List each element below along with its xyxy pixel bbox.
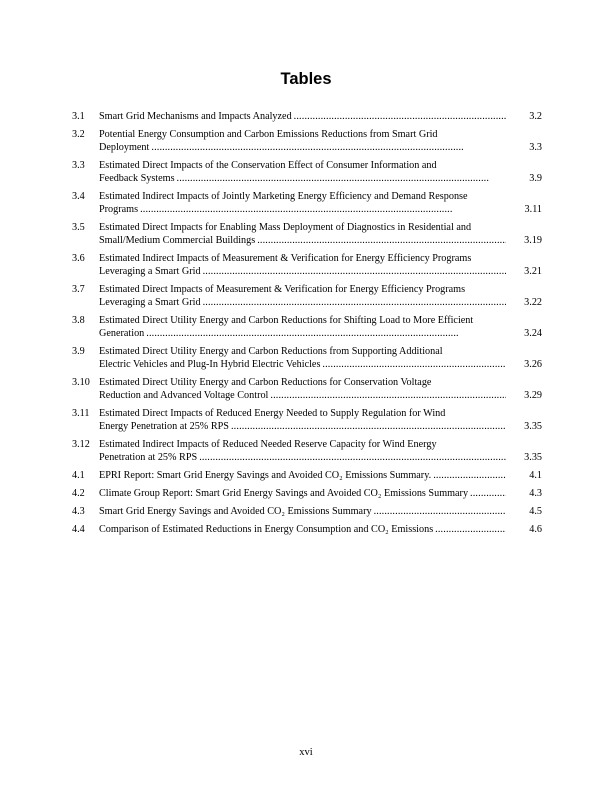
- table-entry-title-line: Small/Medium Commercial Buildings: [99, 235, 256, 246]
- table-entry-page[interactable]: 3.11: [524, 204, 542, 215]
- table-entry-page[interactable]: 3.29: [524, 390, 542, 401]
- table-entry-page[interactable]: 4.1: [529, 470, 542, 481]
- dot-leader: [177, 172, 506, 185]
- table-entry[interactable]: [72, 438, 542, 464]
- table-entry-title-line: Energy Penetration at 25% RPS: [99, 421, 229, 432]
- table-entry[interactable]: [72, 221, 542, 247]
- table-entry-title: [99, 283, 542, 309]
- table-entry-number: 3.10: [72, 377, 90, 388]
- table-entry-page[interactable]: 3.19: [524, 235, 542, 246]
- table-entry[interactable]: [72, 505, 542, 518]
- table-entry[interactable]: [72, 345, 542, 371]
- table-entry-title-line: Potential Energy Consumption and Carbon Emissions Reductions from Smart Grid: [99, 129, 438, 140]
- page-number: xvi: [299, 747, 313, 758]
- table-entry[interactable]: [72, 283, 542, 309]
- table-entry-number: 4.3: [72, 506, 85, 517]
- table-entry-page[interactable]: 3.35: [524, 421, 542, 432]
- table-entry-title: [99, 407, 542, 433]
- dot-leader: [231, 420, 506, 433]
- table-entry[interactable]: [72, 128, 542, 154]
- dot-leader: [203, 265, 506, 278]
- table-entry[interactable]: [72, 159, 542, 185]
- table-entry-title-line: Penetration at 25% RPS: [99, 452, 198, 463]
- dot-leader: [435, 523, 506, 536]
- table-entry-number: 3.1: [72, 111, 85, 122]
- table-entry[interactable]: [72, 314, 542, 340]
- table-entry-title-line: Estimated Direct Utility Energy and Carbon Reductions for Conservation Voltage: [99, 377, 432, 388]
- table-entry-title: [99, 345, 542, 371]
- table-entry-title-line: Leveraging a Smart Grid: [99, 266, 201, 277]
- table-entry-title-line: EPRI Report: Smart Grid Energy Savings and Avoided CO₂ Emissions Summary.: [99, 470, 432, 481]
- table-entry-number: 3.7: [72, 284, 85, 295]
- table-entry[interactable]: [72, 469, 542, 482]
- table-entry-title: [99, 523, 542, 536]
- table-entry[interactable]: [72, 407, 542, 433]
- table-entry-title-line: Estimated Direct Impacts of Reduced Energy Needed to Supply Regulation for Wind: [99, 408, 446, 419]
- table-entry-page[interactable]: 3.21: [524, 266, 542, 277]
- table-entry-title-line: Climate Group Report: Smart Grid Energy Savings and Avoided CO₂ Emissions Summary: [99, 488, 469, 499]
- table-entry-page[interactable]: 3.24: [524, 328, 542, 339]
- table-entry[interactable]: [72, 190, 542, 216]
- table-entry-page[interactable]: 4.5: [529, 506, 542, 517]
- dot-leader: [322, 358, 506, 371]
- table-entry-title-line: Generation: [99, 328, 145, 339]
- dot-leader: [470, 487, 506, 500]
- table-entry[interactable]: [72, 252, 542, 278]
- table-entry-title-line: Estimated Direct Impacts of Measurement & Verification for Energy Efficiency Programs: [99, 284, 466, 295]
- table-entry-page[interactable]: 3.35: [524, 452, 542, 463]
- table-entry[interactable]: [72, 523, 542, 536]
- table-entry-title: [99, 128, 542, 154]
- table-list: [72, 110, 542, 541]
- page-title: Tables: [280, 70, 332, 88]
- table-entry-page[interactable]: 4.6: [529, 524, 542, 535]
- table-entry-number: 3.3: [72, 160, 85, 171]
- table-entry-number: 3.5: [72, 222, 85, 233]
- table-entry-number: 4.1: [72, 470, 85, 481]
- table-entry-number: 4.2: [72, 488, 85, 499]
- table-entry-title: [99, 221, 542, 247]
- table-entry-title-line: Programs: [99, 204, 139, 215]
- table-entry-title-line: Feedback Systems: [99, 173, 175, 184]
- table-entry-title: [99, 110, 542, 123]
- dot-leader: [140, 203, 506, 216]
- table-entry-number: 3.4: [72, 191, 85, 202]
- table-entry-title: [99, 505, 542, 518]
- table-entry-title-line: Reduction and Advanced Voltage Control: [99, 390, 269, 401]
- table-entry-title-line: Deployment: [99, 142, 150, 153]
- dot-leader: [294, 110, 506, 123]
- table-entry-number: 3.6: [72, 253, 85, 264]
- table-entry-title-line: Estimated Direct Impacts of the Conservation Effect of Consumer Information and: [99, 160, 437, 171]
- table-entry-page[interactable]: 3.26: [524, 359, 542, 370]
- table-entry[interactable]: [72, 110, 542, 123]
- table-entry-title-line: Smart Grid Mechanisms and Impacts Analyzed: [99, 111, 292, 122]
- table-entry-page[interactable]: 3.2: [529, 111, 542, 122]
- table-entry-number: 3.11: [72, 408, 90, 419]
- table-entry-page[interactable]: 3.9: [529, 173, 542, 184]
- table-entry[interactable]: [72, 376, 542, 402]
- dot-leader: [433, 469, 506, 482]
- dot-leader: [146, 327, 506, 340]
- table-entry-title-line: Estimated Indirect Impacts of Measurement & Verification for Energy Efficiency Programs: [99, 253, 472, 264]
- table-entry-title-line: Comparison of Estimated Reductions in Energy Consumption and CO₂ Emissions: [99, 524, 434, 535]
- table-entry-title: [99, 376, 542, 402]
- table-entry-title-line: Estimated Direct Impacts for Enabling Mass Deployment of Diagnostics in Residential and: [99, 222, 472, 233]
- table-entry-page[interactable]: 3.3: [529, 142, 542, 153]
- table-entry-number: 3.2: [72, 129, 85, 140]
- table-entry-title-line: Leveraging a Smart Grid: [99, 297, 201, 308]
- dot-leader: [203, 296, 506, 309]
- table-entry-title: [99, 252, 542, 278]
- table-entry-title: [99, 159, 542, 185]
- table-entry-title-line: Electric Vehicles and Plug-In Hybrid Electric Vehicles: [99, 359, 321, 370]
- table-entry-number: 3.12: [72, 439, 90, 450]
- dot-leader: [257, 234, 506, 247]
- table-entry-title-line: Estimated Direct Utility Energy and Carbon Reductions from Supporting Additional: [99, 346, 443, 357]
- table-entry-page[interactable]: 4.3: [529, 488, 542, 499]
- table-entry-number: 3.8: [72, 315, 85, 326]
- dot-leader: [151, 141, 506, 154]
- table-entry-title-line: Estimated Indirect Impacts of Reduced Needed Reserve Capacity for Wind Energy: [99, 439, 437, 450]
- dot-leader: [199, 451, 506, 464]
- table-entry[interactable]: [72, 487, 542, 500]
- table-entry-title: [99, 314, 542, 340]
- table-entry-title: [99, 438, 542, 464]
- table-entry-title: [99, 469, 542, 482]
- table-entry-page[interactable]: 3.22: [524, 297, 542, 308]
- dot-leader: [374, 505, 506, 518]
- dot-leader: [270, 389, 506, 402]
- table-entry-number: 3.9: [72, 346, 85, 357]
- table-entry-title-line: Estimated Direct Utility Energy and Carbon Reductions for Shifting Load to More Efficient: [99, 315, 474, 326]
- table-entry-number: 4.4: [72, 524, 85, 535]
- table-entry-title-line: Estimated Indirect Impacts of Jointly Marketing Energy Efficiency and Demand Response: [99, 191, 468, 202]
- table-entry-title: [99, 190, 542, 216]
- table-entry-title-line: Smart Grid Energy Savings and Avoided CO₂ Emissions Summary: [99, 506, 372, 517]
- table-entry-title: [99, 487, 542, 500]
